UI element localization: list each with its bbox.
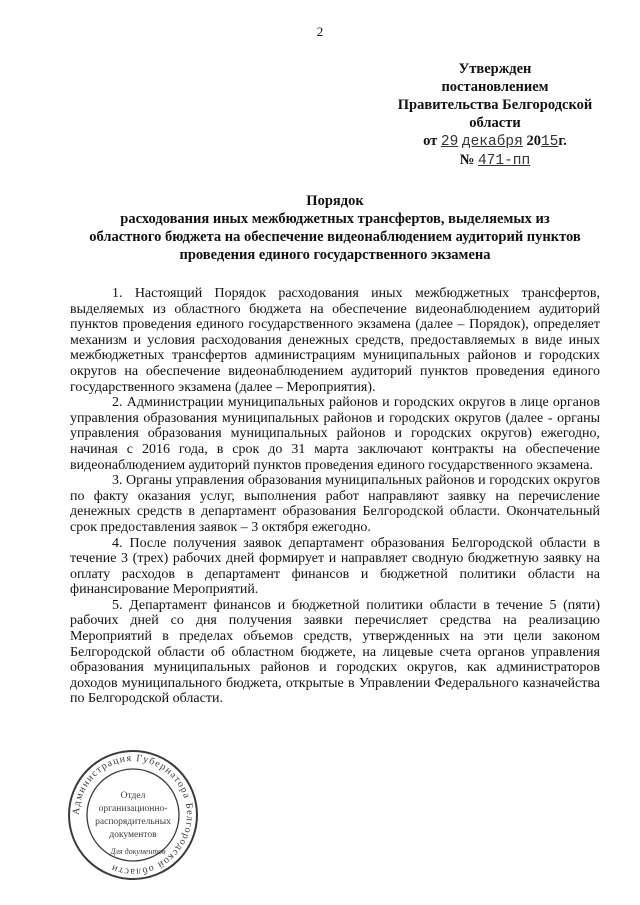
number-value: 471-пп: [477, 153, 531, 169]
number-prefix: №: [459, 152, 475, 168]
date-month: декабря: [461, 134, 523, 150]
stamp-ring-text: Администрация Губернатора Белгородской области: [70, 752, 196, 878]
stamp-bottom-text: Для документов: [110, 847, 166, 856]
approval-line-3: Правительства Белгородской: [397, 97, 593, 113]
date-year-prefix: 20: [526, 133, 541, 149]
title-line-2: расходования иных межбюджетных трансфертов, выделяемых из: [120, 211, 550, 227]
official-stamp: [66, 748, 200, 882]
date-suffix: г.: [558, 133, 567, 149]
title-line-1: Порядок: [306, 193, 364, 209]
paragraph-5: 5. Департамент финансов и бюджетной политики области в течение 5 (пяти) рабочих дней со дня получения заявки перечисляет средства на реализацию Мероприятий в пределах объемов средств, утвержденных на эти цели законом Белгородской области об областном бюджете, на лицевые счета органов управления образования муниципальных районов и городских округов, как администраторов доходов муниципального бюджета, открытые в Управлении Федерального казначейства по Белгородской области.: [70, 597, 600, 707]
stamp-inner-2: организационно-: [98, 804, 168, 814]
approval-block: [380, 60, 610, 170]
paragraph-4: 4. После получения заявок департамент образования Белгородской области в течение 3 (трех) рабочих дней формирует и направляет сводную бюджетную заявку на оплату расходов в департамент финансов и бюджетной политики области на финансирование Мероприятий.: [70, 535, 600, 598]
document-body: [70, 286, 600, 707]
paragraph-1: 1. Настоящий Порядок расходования иных межбюджетных трансфертов, выделяемых из областного бюджета на обеспечение видеонаблюдением аудиторий пунктов проведения единого государственного экзамена (далее – Порядок), определяет механизм и условия расходования денежных средств, предоставляемых в виде иных межбюджетных трансфертов администрациям муниципальных районов и городских округов на обеспечение видеонаблюдением аудиторий пунктов проведения единого государственного экзамена (далее – Мероприятия).: [70, 286, 600, 395]
stamp-inner-3: распорядительных: [95, 817, 171, 827]
title-line-3: областного бюджета на обеспечение видеонаблюдением аудиторий пунктов: [89, 229, 581, 245]
approval-line-1: Утвержден: [458, 61, 532, 77]
date-year-suffix: 15: [540, 134, 559, 150]
document-title: [70, 192, 600, 264]
paragraph-3: 3. Органы управления образования муниципальных районов и городских округов по факту оказания услуг, выполнения работ направляют заявку на перечисление денежных средств в департамент образования Белгородской области. Окончательный срок предоставления заявок – 3 октября ежегодно.: [70, 473, 600, 535]
paragraph-2: 2. Администрации муниципальных районов и городских округов в лице органов управления образования муниципальных районов и городских округов (далее - органы управления образования муниципальных районов и городских округов) ежегодно, начиная с 2016 года, в срок до 31 марта заключают контракты на обеспечение видеонаблюдением аудиторий пунктов проведения единого государственного экзамена.: [70, 395, 600, 473]
date-prefix: от: [423, 133, 438, 149]
approval-date: [380, 132, 610, 151]
approval-number: [380, 151, 610, 170]
approval-line-2: постановлением: [441, 79, 549, 95]
title-line-4: проведения единого государственного экзамена: [179, 247, 491, 263]
date-day: 29: [440, 134, 459, 150]
stamp-inner-1: Отдел: [120, 791, 146, 801]
approval-line-4: области: [469, 115, 521, 131]
page-number: 2: [316, 24, 324, 39]
stamp-inner-4: документов: [109, 830, 157, 840]
